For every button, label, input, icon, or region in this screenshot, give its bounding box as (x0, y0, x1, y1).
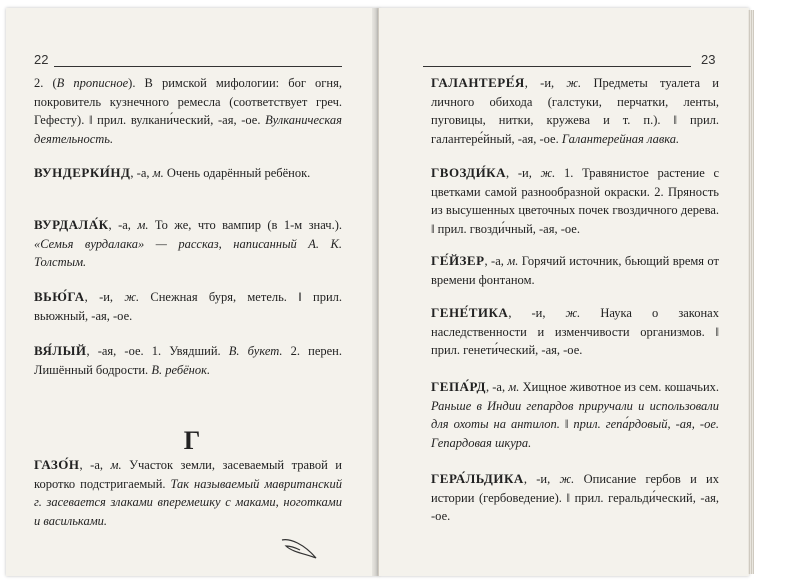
entry-definition: Снежная буря, метель. ‖ прил. вьюжный, -ая, -ое. (34, 290, 342, 323)
headword: ГАЗО́Н (34, 457, 80, 472)
dictionary-entry (431, 252, 719, 289)
headword: ВЬЮ́ГА (34, 289, 85, 304)
entry-grammar: , -а, (108, 218, 138, 232)
entry-definition: Участок земли, засеваемый травой и коротко подстригаемый. (34, 458, 342, 491)
entry-definition: Наука о законах наследственности и изменчивости организмов. ‖ прил. генети́ческий, -ая, -ое. (431, 306, 719, 357)
entry-example: Галантерейная лавка. (561, 131, 680, 146)
entry-example: «Семья вурдалака» — рассказ, написанный А. К. Толстым. (34, 236, 342, 269)
entry-definition: Горячий источник, бьющий время от времени фонтаном. (431, 254, 719, 287)
entry-definition: То же, что вампир (в 1-м знач.). (148, 218, 342, 232)
dictionary-entry (34, 216, 342, 272)
entry-grammar: , -и, (524, 76, 567, 90)
entry-grammar: 2. ( (34, 76, 57, 90)
headword: ГЕ́ЙЗЕР (431, 253, 485, 268)
entry-label: В. букет. (228, 344, 283, 358)
dictionary-entry (431, 304, 719, 360)
headword: ВУНДЕРКИ́НД (34, 165, 131, 180)
dictionary-entry (431, 378, 719, 452)
entry-grammar: , -а, (130, 166, 153, 180)
headword: ГЕПА́РД (431, 379, 486, 394)
entry-label: ж. (566, 76, 582, 90)
dictionary-entry (34, 74, 342, 148)
headword: ВЯ́ЛЫЙ (34, 343, 87, 358)
entry-definition: 2. перен. Лишённый бодрости. (34, 344, 342, 377)
dictionary-entry (34, 342, 342, 379)
entry-grammar: , -и, (84, 290, 125, 304)
pen-mark-icon (278, 534, 322, 562)
headword: ГВОЗДИ́КА (431, 165, 506, 180)
headword: ГАЛАНТЕРЕ́Я (431, 75, 525, 90)
headword: ГЕРА́ЛЬДИКА (431, 471, 524, 486)
entry-definition: 1. Травянистое растение с цветками самой разнообразной окраски. 2. Пряность из высушенных цветочных почек гвоздичного дерева. ‖ прил. гвозди́чный, -ая, -ое. (431, 166, 720, 236)
dictionary-entry (34, 164, 342, 183)
page-edges (748, 10, 754, 574)
dictionary-entry (34, 456, 342, 530)
header-rule-left (54, 66, 342, 67)
entry-grammar: , -а, (485, 380, 509, 394)
entry-label: ж. (565, 306, 581, 320)
entry-grammar: , -ая, -ое. 1. Увядший. (86, 344, 229, 358)
entry-label: ж. (124, 290, 140, 304)
entry-label: м. (110, 458, 122, 472)
left-page (6, 8, 379, 576)
section-letter: Г (183, 426, 201, 455)
entry-grammar: , -и, (506, 166, 541, 180)
entry-example: В. ребёнок. (151, 362, 211, 377)
dictionary-entry (431, 164, 719, 238)
page-number-right: 23 (701, 52, 716, 67)
entry-label: ж. (540, 166, 556, 180)
entry-definition: Описание гербов и их истории (гербоведение). ‖ прил. геральди́ческий, -ая, -ое. (431, 472, 719, 523)
dictionary-entry (431, 74, 719, 148)
entry-label: м. (507, 254, 519, 268)
entry-label: В прописное (56, 76, 129, 90)
entry-label: м. (152, 166, 164, 180)
entry-grammar: , -и, (523, 472, 560, 486)
right-page (378, 8, 749, 576)
dictionary-entry (431, 470, 719, 526)
entry-label: ж. (559, 472, 575, 486)
entry-grammar: , -а, (484, 254, 508, 268)
entry-grammar: , -и, (508, 306, 566, 320)
entry-definition: Хищное животное из сем. кошачьих. (519, 380, 720, 394)
entry-label: м. (137, 218, 149, 232)
entry-label: м. (508, 380, 520, 394)
entry-grammar: , -а, (79, 458, 111, 472)
entry-definition: ). В римской мифологии: бог огня, покровитель кузнечного ремесла (соответствует греч. Гефесту). ‖ прил. вулкани́ческий, -ая, -ое. (34, 76, 342, 127)
headword: ГЕНЕ́ТИКА (431, 305, 509, 320)
entry-definition: Очень одарённый ребёнок. (163, 166, 311, 180)
dictionary-entry (34, 288, 342, 325)
page-number-left: 22 (34, 52, 49, 67)
header-rule-right (423, 66, 691, 67)
entry-example: Так называемый мавританский г. засевается злаками вперемешку с маками, ноготками и васильками. (34, 476, 342, 528)
entry-definition: Предметы туалета и личного обихода (галстуки, перчатки, ленты, пуговицы, нитки, кружева и т. п.). ‖ прил. галантере́йный, -ая, -ое. (431, 76, 719, 146)
headword: ВУРДАЛА́К (34, 217, 109, 232)
entry-example: Вулканическая деятельность. (34, 113, 342, 146)
entry-example: Раньше в Индии гепардов приручали и использовали для охоты на антилоп. ‖ прил. гепа́рдовый, -ая, -ое. Гепардовая шкура. (431, 398, 719, 450)
